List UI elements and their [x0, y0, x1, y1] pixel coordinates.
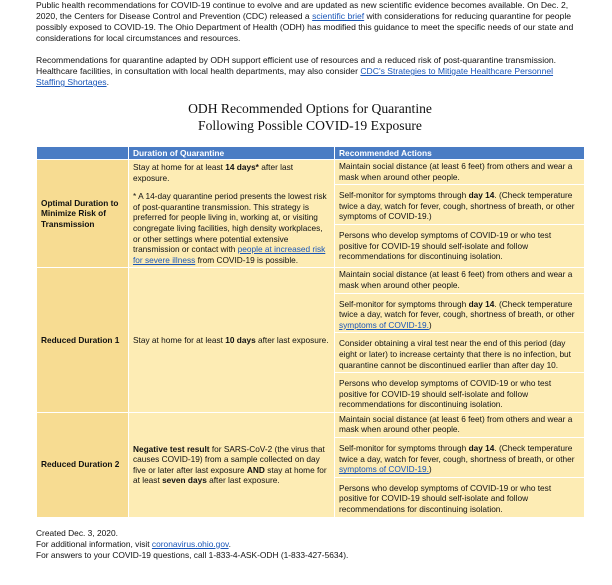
row-label-reduced-2: Reduced Duration 2 — [37, 412, 129, 517]
header-blank — [37, 147, 129, 160]
header-actions: Recommended Actions — [335, 147, 585, 160]
table-row — [37, 268, 585, 413]
text: . (Check temperature twice a day, watch for fever, cough, shortness of breath, or other — [339, 443, 575, 464]
action-social-distance: Maintain social distance (at least 6 feet) from others and wear a mask when around other people. — [339, 269, 573, 290]
action-social-distance: Maintain social distance (at least 6 feet) from others and wear a mask when around other people. — [339, 161, 573, 182]
intro-section — [36, 0, 584, 88]
table-header-row — [37, 147, 585, 160]
bold-text: day 14 — [468, 190, 495, 201]
intro-text: with considerations for reducing quarantine for people possibly exposed to COVID-19. The Ohio Department of Health (ODH) has modified this guidance to meet the specific needs of our state and considerations for local circumstances and resources. — [36, 11, 574, 43]
symptoms-link[interactable]: symptoms of COVID-19. — [339, 319, 429, 330]
footer — [36, 528, 584, 561]
text: . (Check temperature twice a day, watch for fever, cough, shortness of breath, or other — [339, 298, 575, 320]
action-isolate: Persons who develop symptoms of COVID-19 or who test positive for COVID-19 should self-isolate and follow recommendations for discontinuing isolation. — [335, 372, 584, 412]
text: ) — [428, 464, 432, 475]
intro-text: Recommendations for quarantine adapted by ODH support efficient use of resources and a reduced risk of post-quarantine transmission. Healthcare facilities, in consultation with local health departments, may also consider — [36, 55, 557, 76]
increased-risk-link[interactable]: people at increased risk for severe illness — [133, 244, 326, 265]
text: Stay at home for at least — [133, 162, 226, 172]
text: after last exposure. — [255, 334, 329, 345]
bold-text: seven days — [162, 475, 207, 486]
text: Self-monitor for symptoms through — [339, 190, 469, 201]
action-viral-test: Consider obtaining a viral test near the end of this period (day eight or later) to increase certainty that there is no infection, but quarantine cannot be discontinued earlier than after day 10. — [335, 332, 584, 372]
bold-text: AND — [246, 464, 265, 475]
intro-text: . — [106, 77, 109, 87]
bold-text: day 14 — [468, 298, 495, 309]
action-self-monitor — [335, 184, 584, 224]
intro-paragraph-2 — [36, 55, 584, 88]
title-line-1: ODH Recommended Options for Quarantine — [188, 101, 432, 116]
action-self-monitor — [335, 293, 584, 333]
symptoms-link[interactable]: symptoms of COVID-19. — [339, 464, 429, 475]
actions-cell-reduced-2 — [335, 412, 585, 517]
header-duration: Duration of Quarantine — [129, 147, 335, 160]
action-isolate: Persons who develop symptoms of COVID-19 or who test positive for COVID-19 should self-isolate and follow recommendations for discontinuing isolation. — [335, 477, 584, 517]
duration-cell-reduced-2 — [129, 412, 335, 517]
duration-text — [133, 444, 330, 486]
text: . — [228, 538, 231, 549]
text: after last exposure. — [206, 475, 280, 486]
staffing-shortages-link[interactable]: CDC's Strategies to Mitigate Healthcare Personnel Staffing Shortages — [36, 66, 554, 87]
text: Self-monitor for symptoms through — [339, 443, 469, 454]
table-row — [37, 412, 585, 517]
quarantine-options-table — [36, 146, 585, 518]
text: ) — [428, 211, 432, 222]
bold-text: Negative test result — [133, 443, 210, 454]
actions-cell-optimal — [335, 160, 585, 268]
text: * A 14-day quarantine period presents the lowest risk of post-quarantine transmission. This strategy is preferred for people living in, working at, or visiting congregate living facilities, high density workplaces, or other settings where potential extensive transmission or contact with — [133, 191, 327, 255]
action-isolate: Persons who develop symptoms of COVID-19 or who test positive for COVID-19 should self-isolate and follow recommendations for discontinuing isolation. — [335, 224, 584, 264]
text: Stay at home for at least — [133, 334, 226, 345]
duration-note — [133, 191, 330, 265]
text: For additional information, visit — [36, 538, 152, 549]
questions-hotline: For answers to your COVID-19 questions, call 1-833-4-ASK-ODH (1-833-427-5634). — [36, 549, 349, 560]
action-social-distance: Maintain social distance (at least 6 feet) from others and wear a mask when around other people. — [339, 413, 573, 435]
duration-text — [133, 335, 330, 346]
text: . (Check temperature twice a day, watch for fever, cough, shortness of breath, or other — [339, 190, 575, 211]
created-date: Created Dec. 3, 2020. — [36, 527, 118, 538]
intro-paragraph-1 — [36, 0, 584, 44]
document — [36, 0, 584, 561]
text: after last exposure. — [133, 162, 294, 183]
coronavirus-ohio-link[interactable]: coronavirus.ohio.gov — [151, 538, 229, 549]
bold-text: 10 days — [225, 334, 256, 345]
text: symptoms of COVID-19. — [339, 211, 429, 222]
text: Self-monitor for symptoms through — [339, 298, 469, 309]
row-label-reduced-1: Reduced Duration 1 — [37, 268, 129, 413]
scientific-brief-link[interactable]: scientific brief — [312, 11, 365, 21]
text: for SARS-CoV-2 (the virus that causes COVID-19) from a sample collected on day five or later after last exposure — [133, 443, 325, 475]
intro-text: Public health recommendations for COVID-19 continue to evolve and are updated as new scientific evidence becomes available. On Dec. 2, 2020, the Centers for Disease Control and Prevention (CDC) released a — [36, 0, 569, 21]
duration-text — [133, 162, 330, 183]
title-line-2: Following Possible COVID-19 Exposure — [198, 118, 422, 133]
table-row — [37, 160, 585, 268]
text: stay at home for at least — [133, 464, 327, 486]
duration-cell-optimal — [129, 160, 335, 268]
bold-text: 14 days* — [225, 162, 259, 172]
additional-info — [36, 539, 584, 550]
action-self-monitor — [335, 437, 584, 477]
text: from COVID-19 is possible. — [195, 254, 299, 265]
page-title — [36, 100, 584, 134]
row-label-optimal: Optimal Duration to Minimize Risk of Transmission — [37, 160, 129, 268]
bold-text: day 14 — [468, 443, 495, 454]
text: ) — [428, 319, 432, 330]
duration-cell-reduced-1 — [129, 268, 335, 413]
actions-cell-reduced-1 — [335, 268, 585, 413]
